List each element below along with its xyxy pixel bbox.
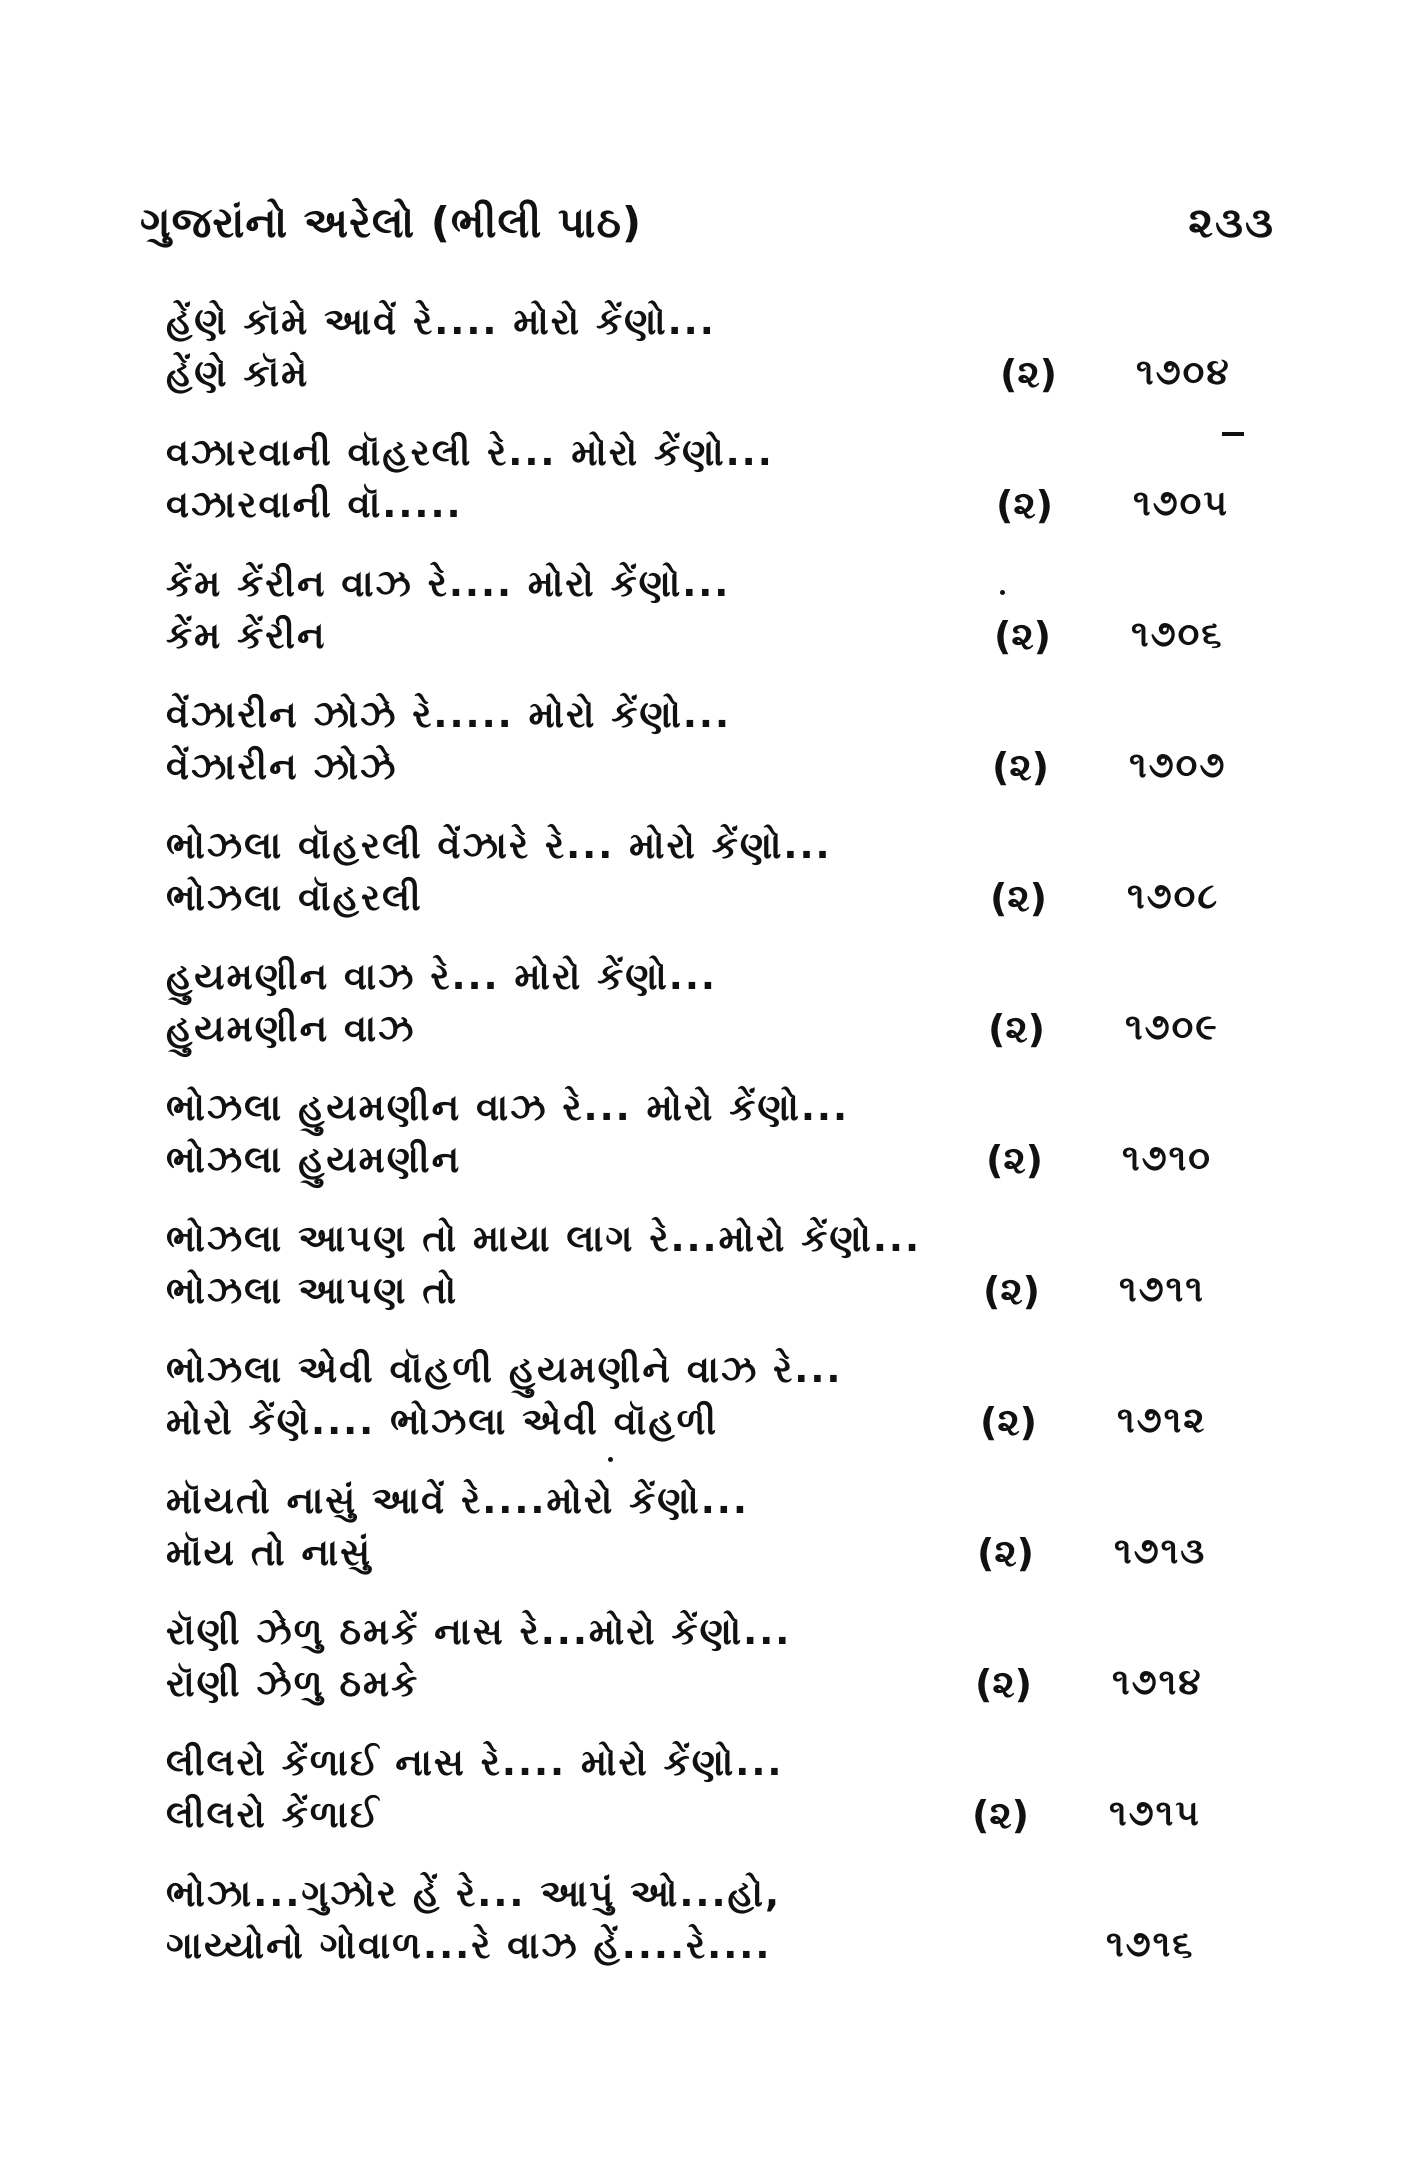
verse-refrain-line: કેંમ કેંરીન (166, 614, 327, 657)
verse-refrain-line: ભોઝલા હુયમણીન (166, 1138, 462, 1181)
verse (0, 955, 1413, 1086)
verse-line: ભોઝલા એવી વૉહળી હુયમણીને વાઝ રે... (166, 1348, 843, 1391)
repeat-marker: (૨) (988, 1007, 1046, 1051)
repeat-marker: (૨) (994, 614, 1052, 658)
verse-line: વઝારવાની વૉહરલી રે... મોરો કેંણો... (166, 431, 774, 474)
verse (0, 1610, 1413, 1741)
verse-line: ભોઝલા વૉહરલી વેંઝારે રે... મોરો કેંણો... (166, 824, 832, 867)
page-number: ૨૩૩ (1188, 198, 1275, 247)
verse-refrain-line: મૉય તો નાસું (166, 1531, 373, 1574)
verse-number: ૧૭૦૫ (1133, 483, 1229, 524)
verse (0, 1217, 1413, 1348)
verse (0, 693, 1413, 824)
verse (0, 1741, 1413, 1872)
verse-line: મૉયતો નાસું આવેં રે....મોરો કેંણો... (166, 1479, 749, 1522)
verse-number: ૧૭૧૦ (1122, 1138, 1212, 1179)
repeat-marker: (૨) (996, 483, 1054, 527)
repeat-marker: (૨) (980, 1400, 1038, 1444)
repeat-marker: (૨) (990, 876, 1048, 920)
verse-line: હેંણે કૉમે આવેં રે.... મોરો કેંણો... (166, 300, 716, 343)
verse-number: ૧૭૧૬ (1106, 1924, 1195, 1965)
verse-number: ૧૭૧૨ (1117, 1400, 1207, 1441)
verse-number: ૧૭૧૧ (1119, 1269, 1205, 1310)
verse-line: લીલરો કેંળાઈ નાસ રે.... મોરો કેંણો... (166, 1741, 784, 1784)
running-title: ગુજરાંનો અરેલો (ભીલી પાઠ) (140, 198, 643, 247)
repeat-marker: (૨) (983, 1269, 1041, 1313)
verse (0, 1348, 1413, 1479)
verse (0, 431, 1413, 562)
verse-refrain-line: ગાય્યોનો ગોવાળ...રે વાઝ હેં....રે.... (166, 1924, 772, 1967)
verse-refrain-line: લીલરો કેંળાઈ (166, 1793, 381, 1836)
verse-number: ૧૭૦૯ (1125, 1007, 1219, 1048)
verse-refrain-line: ભોઝલા આપણ તો (166, 1269, 459, 1312)
page-header (140, 198, 1275, 268)
repeat-marker: (૨) (992, 745, 1050, 789)
verse-refrain-line: હેંણે કૉમે (166, 352, 310, 395)
verse (0, 562, 1413, 693)
verse-line: હુયમણીન વાઝ રે... મોરો કેંણો... (166, 955, 717, 998)
verse-refrain-line: ભોઝલા વૉહરલી (166, 876, 423, 919)
verse-refrain-line: મોરો કેંણે.... ભોઝલા એવી વૉહળી (166, 1400, 719, 1443)
verse-number: ૧૭૦૪ (1136, 352, 1231, 393)
verse-list (0, 300, 1413, 2003)
verse (0, 1086, 1413, 1217)
verse-refrain-line: રૉણી ઝેળુ ઠમકે (166, 1662, 420, 1705)
verse (0, 824, 1413, 955)
verse-line: ભોઝા...ગુઝોર હેં રે... આપું ઓ...હો, (166, 1872, 782, 1915)
repeat-marker: (૨) (986, 1138, 1044, 1182)
verse-refrain-line: વેંઝારીન ઝોઝે (166, 745, 398, 788)
verse-number: ૧૭૦૬ (1131, 614, 1224, 655)
verse-line: રૉણી ઝેળુ ઠમકેં નાસ રે...મોરો કેંણો... (166, 1610, 792, 1653)
verse-refrain-line: વઝારવાની વૉ..... (166, 483, 463, 526)
verse-number: ૧૭૧૫ (1109, 1793, 1201, 1834)
verse-number: ૧૭૧૪ (1112, 1662, 1203, 1703)
repeat-marker: (૨) (975, 1662, 1033, 1706)
verse-line: વેંઝારીન ઝોઝે રે..... મોરો કેંણો... (166, 693, 732, 736)
repeat-marker: (૨) (1000, 352, 1058, 396)
repeat-marker: (૨) (972, 1793, 1030, 1837)
verse-refrain-line: હુયમણીન વાઝ (166, 1007, 416, 1050)
verse-number: ૧૭૦૭ (1129, 745, 1227, 786)
verse-number: ૧૭૦૮ (1127, 876, 1220, 917)
verse (0, 1479, 1413, 1610)
verse (0, 1872, 1413, 2003)
verse-number: ૧૭૧૩ (1114, 1531, 1207, 1572)
verse-line: ભોઝલા હુયમણીન વાઝ રે... મોરો કેંણો... (166, 1086, 849, 1129)
verse-line: કેંમ કેંરીન વાઝ રે.... મોરો કેંણો... (166, 562, 731, 605)
verse (0, 300, 1413, 431)
verse-line: ભોઝલા આપણ તો માયા લાગ રે...મોરો કેંણો... (166, 1217, 922, 1260)
repeat-marker: (૨) (977, 1531, 1035, 1575)
